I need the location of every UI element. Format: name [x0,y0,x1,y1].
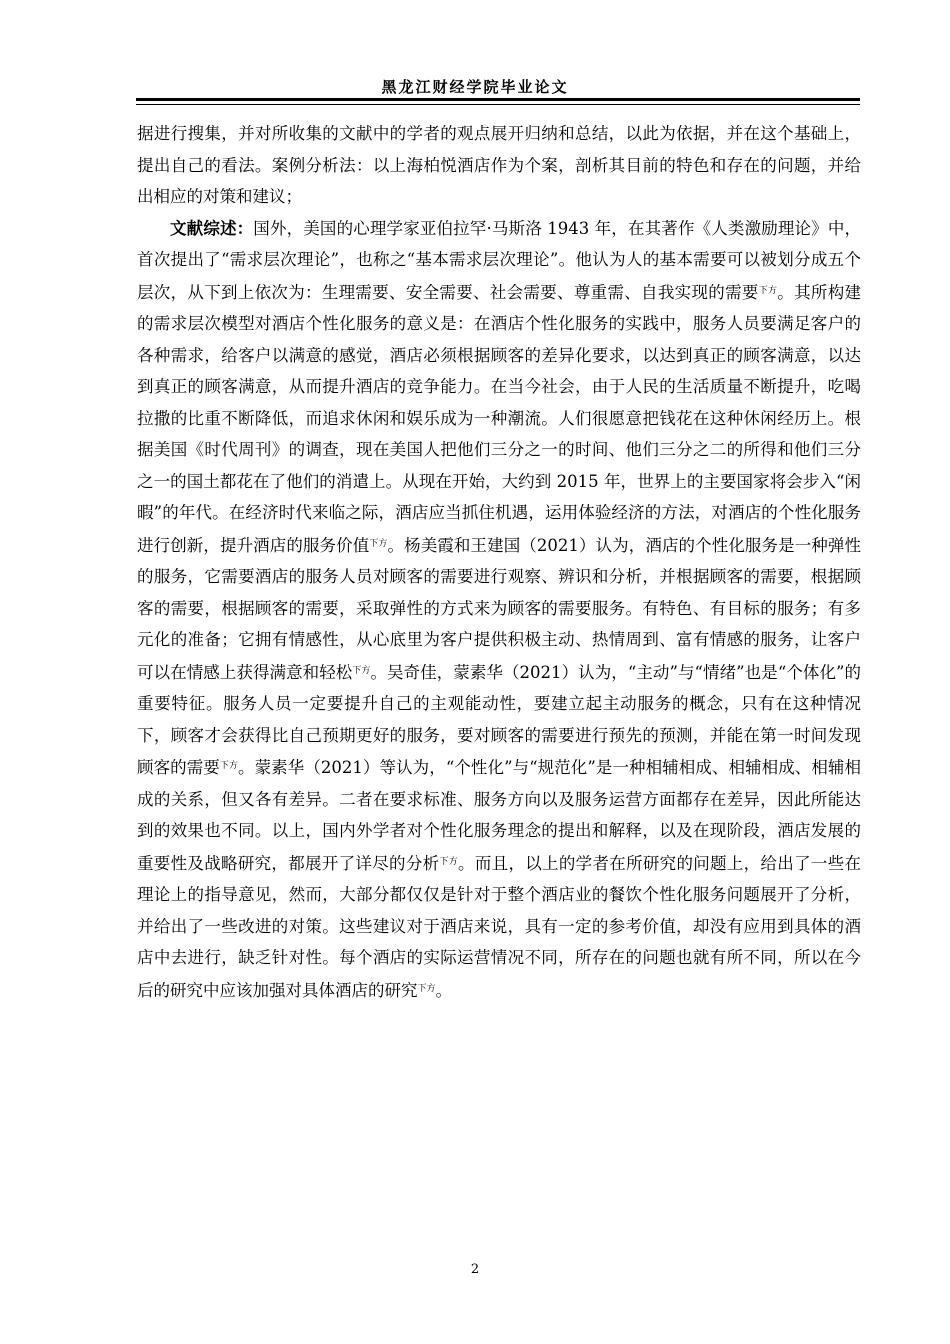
citation-marker: 下方 [758,285,778,296]
running-header: 黑龙江财经学院毕业论文 [381,78,569,96]
citation-marker: 下方 [417,983,436,994]
paragraph-text: 。杨美霞和王建国（2021）认为，酒店的个性化服务是一种弹性的服务，它需要酒店的服务人员对顾客的需要进行观察、辨识和分析，并根据顾客的需要，根据顾客的需要，根据顾客的需要，采取弹性的方式来为顾客的需要服务。有特色、有目标的服务；有多元化的准备；它拥有情感性，从心底里为客户提供积极主动、热情周到、富有情感的服务，让客户可以在情感上获得满意和轻松 [137,535,861,682]
body-text [137,118,861,1006]
paragraph-text: 。而且，以上的学者在所研究的问题上，给出了一些在理论上的指导意见，然而，大部分都仅仅是针对于整个酒店业的餐饮个性化服务问题展开了分析，并给出了一些改进的对策。这些建议对于酒店来说，具有一定的参考价值，却没有应用到具体的酒店中去进行，缺乏针对性。每个酒店的实际运营情况不同，所存在的问题也就有所不同，所以在今后的研究中应该加强对具体酒店的研究 [137,853,861,1000]
citation-marker: 下方 [352,665,371,676]
paragraph-text: 。蒙素华（2021）等认为，“个性化”与“规范化”是一种相辅相成、相辅相成、相辅相成的关系，但又各有差异。二者在要求标准、服务方向以及服务运营方面都存在差异，因此所能达到的效果也不同。以上，国内外学者对个性化服务理念的提出和解释，以及在现阶段，酒店发展的重要性及战略研究，都展开了详尽的分析 [137,758,861,873]
paragraph-text: 。吴奇佳，蒙素华（2021）认为，“主动”与“情绪”也是“个体化”的重要特征。服务人员一定要提升自己的主观能动性，要建立起主动服务的概念，只有在这种情况下，顾客才会获得比自己预期更好的服务，要对顾客的需要进行预先的预测，并能在第一时间发现顾客的需要 [137,662,862,777]
paragraph-methods: 据进行搜集，并对所收集的文献中的学者的观点展开归纳和总结，以此为依据，并在这个基础上，提出自己的看法。案例分析法：以上海柏悦酒店作为个案，剖析其目前的特色和存在的问题，并给出相应的对策和建议； [137,124,861,206]
page-number: 2 [470,1262,480,1277]
section-lead: 文献综述： [170,218,254,238]
citation-marker: 下方 [219,761,239,771]
paragraph-text: 。 [435,980,453,1000]
citation-marker: 下方 [369,538,388,549]
paragraph-text: 。其所构建的需求层次模型对酒店个性化服务的意义是：在酒店个性化服务的实践中，服务人员要满足客户的各种需求，给客户以满意的感觉，酒店必须根据顾客的差异化要求，以达到真正的顾客满意，以达到真正的顾客满意，从而提升酒店的竞争能力。在当今社会，由于人民的生活质量不断提升，吃喝拉撒的比重不断降低，而追求休闲和娱乐成为一种潮流。人们很愿意把钱花在这种休闲经历上。根据美国《时代周刊》的调查，现在美国人把他们三分之一的时间、他们三分之二的所得和他们三分之一的国土都花在了他们的消遣上。从现在开始，大约到 2015 年，世界上的主要国家将会步入“闲暇”的年代。在经济时代来临之际，酒店应当抓住机遇，运用体验经济的方法，对酒店的个性化服务进行创新，提升酒店的服务价值 [137,282,862,555]
paragraph-text: 国外，美国的心理学家亚伯拉罕·马斯洛 1943 年，在其著作《人类激励理论》中，首次提出了“需求层次理论”，也称之“基本需求层次理论”。他认为人的基本需要可以被划分成五个层次，从下到上依次为：生理需要、安全需要、社会需要、尊重需、自我实现的需要 [137,218,862,302]
header-rule-thick [136,98,860,101]
paragraph-literature-review [137,213,861,1007]
header-rule-thin [136,104,860,105]
citation-marker: 下方 [439,856,459,867]
